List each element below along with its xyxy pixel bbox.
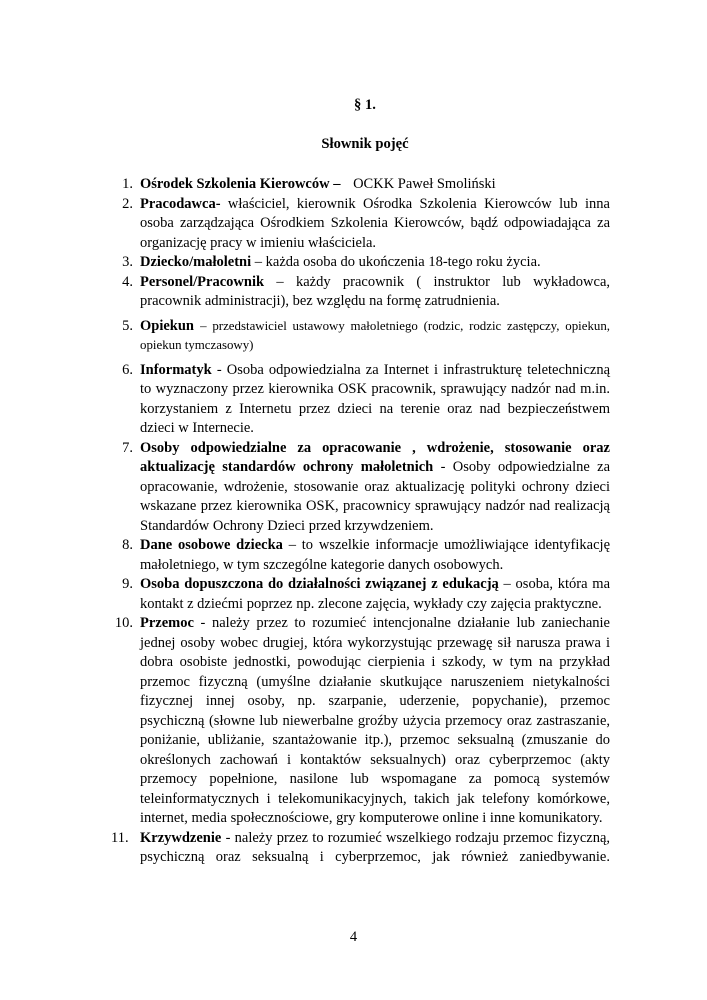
list-item bbox=[120, 195, 610, 254]
list-item bbox=[120, 439, 610, 537]
item-number: 5. bbox=[122, 317, 133, 334]
item-number: 6. bbox=[122, 361, 133, 378]
term-text: Krzywdzenie bbox=[140, 829, 222, 846]
item-number: 9. bbox=[122, 576, 133, 592]
item-number: 3. bbox=[122, 254, 133, 270]
term-text: Personel/Pracownik bbox=[140, 273, 265, 290]
term-text: Dziecko/małoletni bbox=[140, 254, 252, 270]
definition-text: - Osoby odpowiedzialne za opracowanie, wdrożenie, stosowanie oraz aktualizację polityki ochrony dzieci wskazane przez kierownika OSK, pracownicy sprawujący nadzór nad realizacją Standardów Ochrony Dzieci przed krzywdzeniem. bbox=[140, 459, 611, 534]
list-item bbox=[114, 614, 610, 829]
item-number: 2. bbox=[122, 195, 133, 212]
list-item bbox=[120, 536, 610, 575]
list-item bbox=[120, 575, 610, 614]
term-text: Ośrodek Szkolenia Kierowców – bbox=[140, 176, 341, 192]
term-text: Pracodawca- bbox=[140, 195, 221, 212]
definition-text: - Osoba odpowiedzialna za Internet i infrastrukturę teletechniczną to wyznaczony przez kierownika OSK pracownik, sprawujący nadzór nad m.in. korzystaniem z Internetu przez dzieci na terenie oraz nad bezpieczeństwem dzieci w Internecie. bbox=[140, 361, 611, 436]
item-number: 10. bbox=[114, 615, 133, 631]
list-item bbox=[111, 829, 611, 868]
term-text: Przemoc bbox=[140, 615, 194, 631]
definition-text: właściciel, kierownik Ośrodka Szkolenia Kierowców lub inna osoba zarządzająca Ośrodkiem Szkolenia Kierowców, bądź odpowiadająca za organizację pracy w imieniu właściciela. bbox=[140, 195, 610, 251]
item-number: 11. bbox=[111, 829, 129, 846]
definition-text: – osoba, która ma kontakt z dziećmi poprzez np. zlecone zajęcia, wykłady czy zajęcia praktyczne. bbox=[140, 576, 611, 612]
list-item bbox=[120, 361, 610, 439]
definition-text: OCKK Paweł Smoliński bbox=[353, 176, 496, 192]
term-text: Dane osobowe dziecka bbox=[140, 537, 283, 553]
list-item bbox=[120, 317, 610, 356]
definition-text: – to wszelkie informacje umożliwiające identyfikację małoletniego, w tym szczególne kategorie danych osobowych. bbox=[140, 537, 610, 573]
term-text: Osoba dopuszczona do działalności związanej z edukacją bbox=[140, 576, 499, 592]
definition-text: – przedstawiciel ustawowy małoletniego (rodzic, rodzic zastępczy, opiekun, opiekun tymczasowy) bbox=[140, 318, 611, 352]
document-title: Słownik pojęć bbox=[321, 135, 409, 152]
page-content bbox=[111, 0, 611, 868]
item-number: 7. bbox=[122, 439, 133, 456]
item-number: 8. bbox=[122, 537, 133, 553]
section-heading: § 1. bbox=[354, 97, 376, 113]
term-text: Opiekun bbox=[140, 317, 194, 334]
page-number: 4 bbox=[349, 929, 358, 945]
definition-text: – każdy pracownik ( instruktor lub wykładowca, pracownik administracji), bez względu na formę zatrudnienia. bbox=[140, 273, 611, 309]
list-item bbox=[120, 273, 610, 312]
list-item bbox=[120, 175, 610, 195]
definition-text: – każda osoba do ukończenia 18-tego roku życia. bbox=[254, 254, 541, 270]
item-number: 4. bbox=[122, 273, 133, 290]
list-item bbox=[120, 253, 610, 273]
glossary-list bbox=[111, 175, 611, 868]
item-number: 1. bbox=[122, 176, 133, 192]
definition-text: - należy przez to rozumieć wszelkiego rodzaju przemoc fizyczną, psychiczną oraz seksualną i cyberprzemoc, jak również zaniedbywanie. bbox=[140, 829, 611, 865]
term-text: Informatyk bbox=[140, 361, 212, 378]
definition-text: - należy przez to rozumieć intencjonalne działanie lub zaniechanie jednej osoby wobec drugiej, która wykorzystując przewagę sił narusza prawa i dobra osobiste jednostki, powodując cierpienia i szkody, w tym na przykład przemoc fizyczną (umyślne działanie skutkujące naruszeniem nietykalności fizycznej innej osoby, np. szarpanie, uderzenie, popychanie), przemoc psychiczną (słowne lub niewerbalne groźby użycia przemocy oraz zastraszanie, poniżanie, ubliżanie, szantażowanie itp.), przemoc seksualną (zmuszanie do określonych zachowań i kontaktów seksualnych) oraz cyberprzemoc (akty przemocy popełnione, nasilone lub wspomagane za pomocą systemów teleinformatycznych i telekomunikacyjnych, takich jak telefony komórkowe, internet, media społecznościowe, gry komputerowe online i inne komunikatory. bbox=[140, 615, 610, 826]
term-text: Osoby odpowiedzialne za opracowanie , wdrożenie, stosowanie oraz aktualizację standardów ochrony małoletnich bbox=[140, 439, 610, 475]
